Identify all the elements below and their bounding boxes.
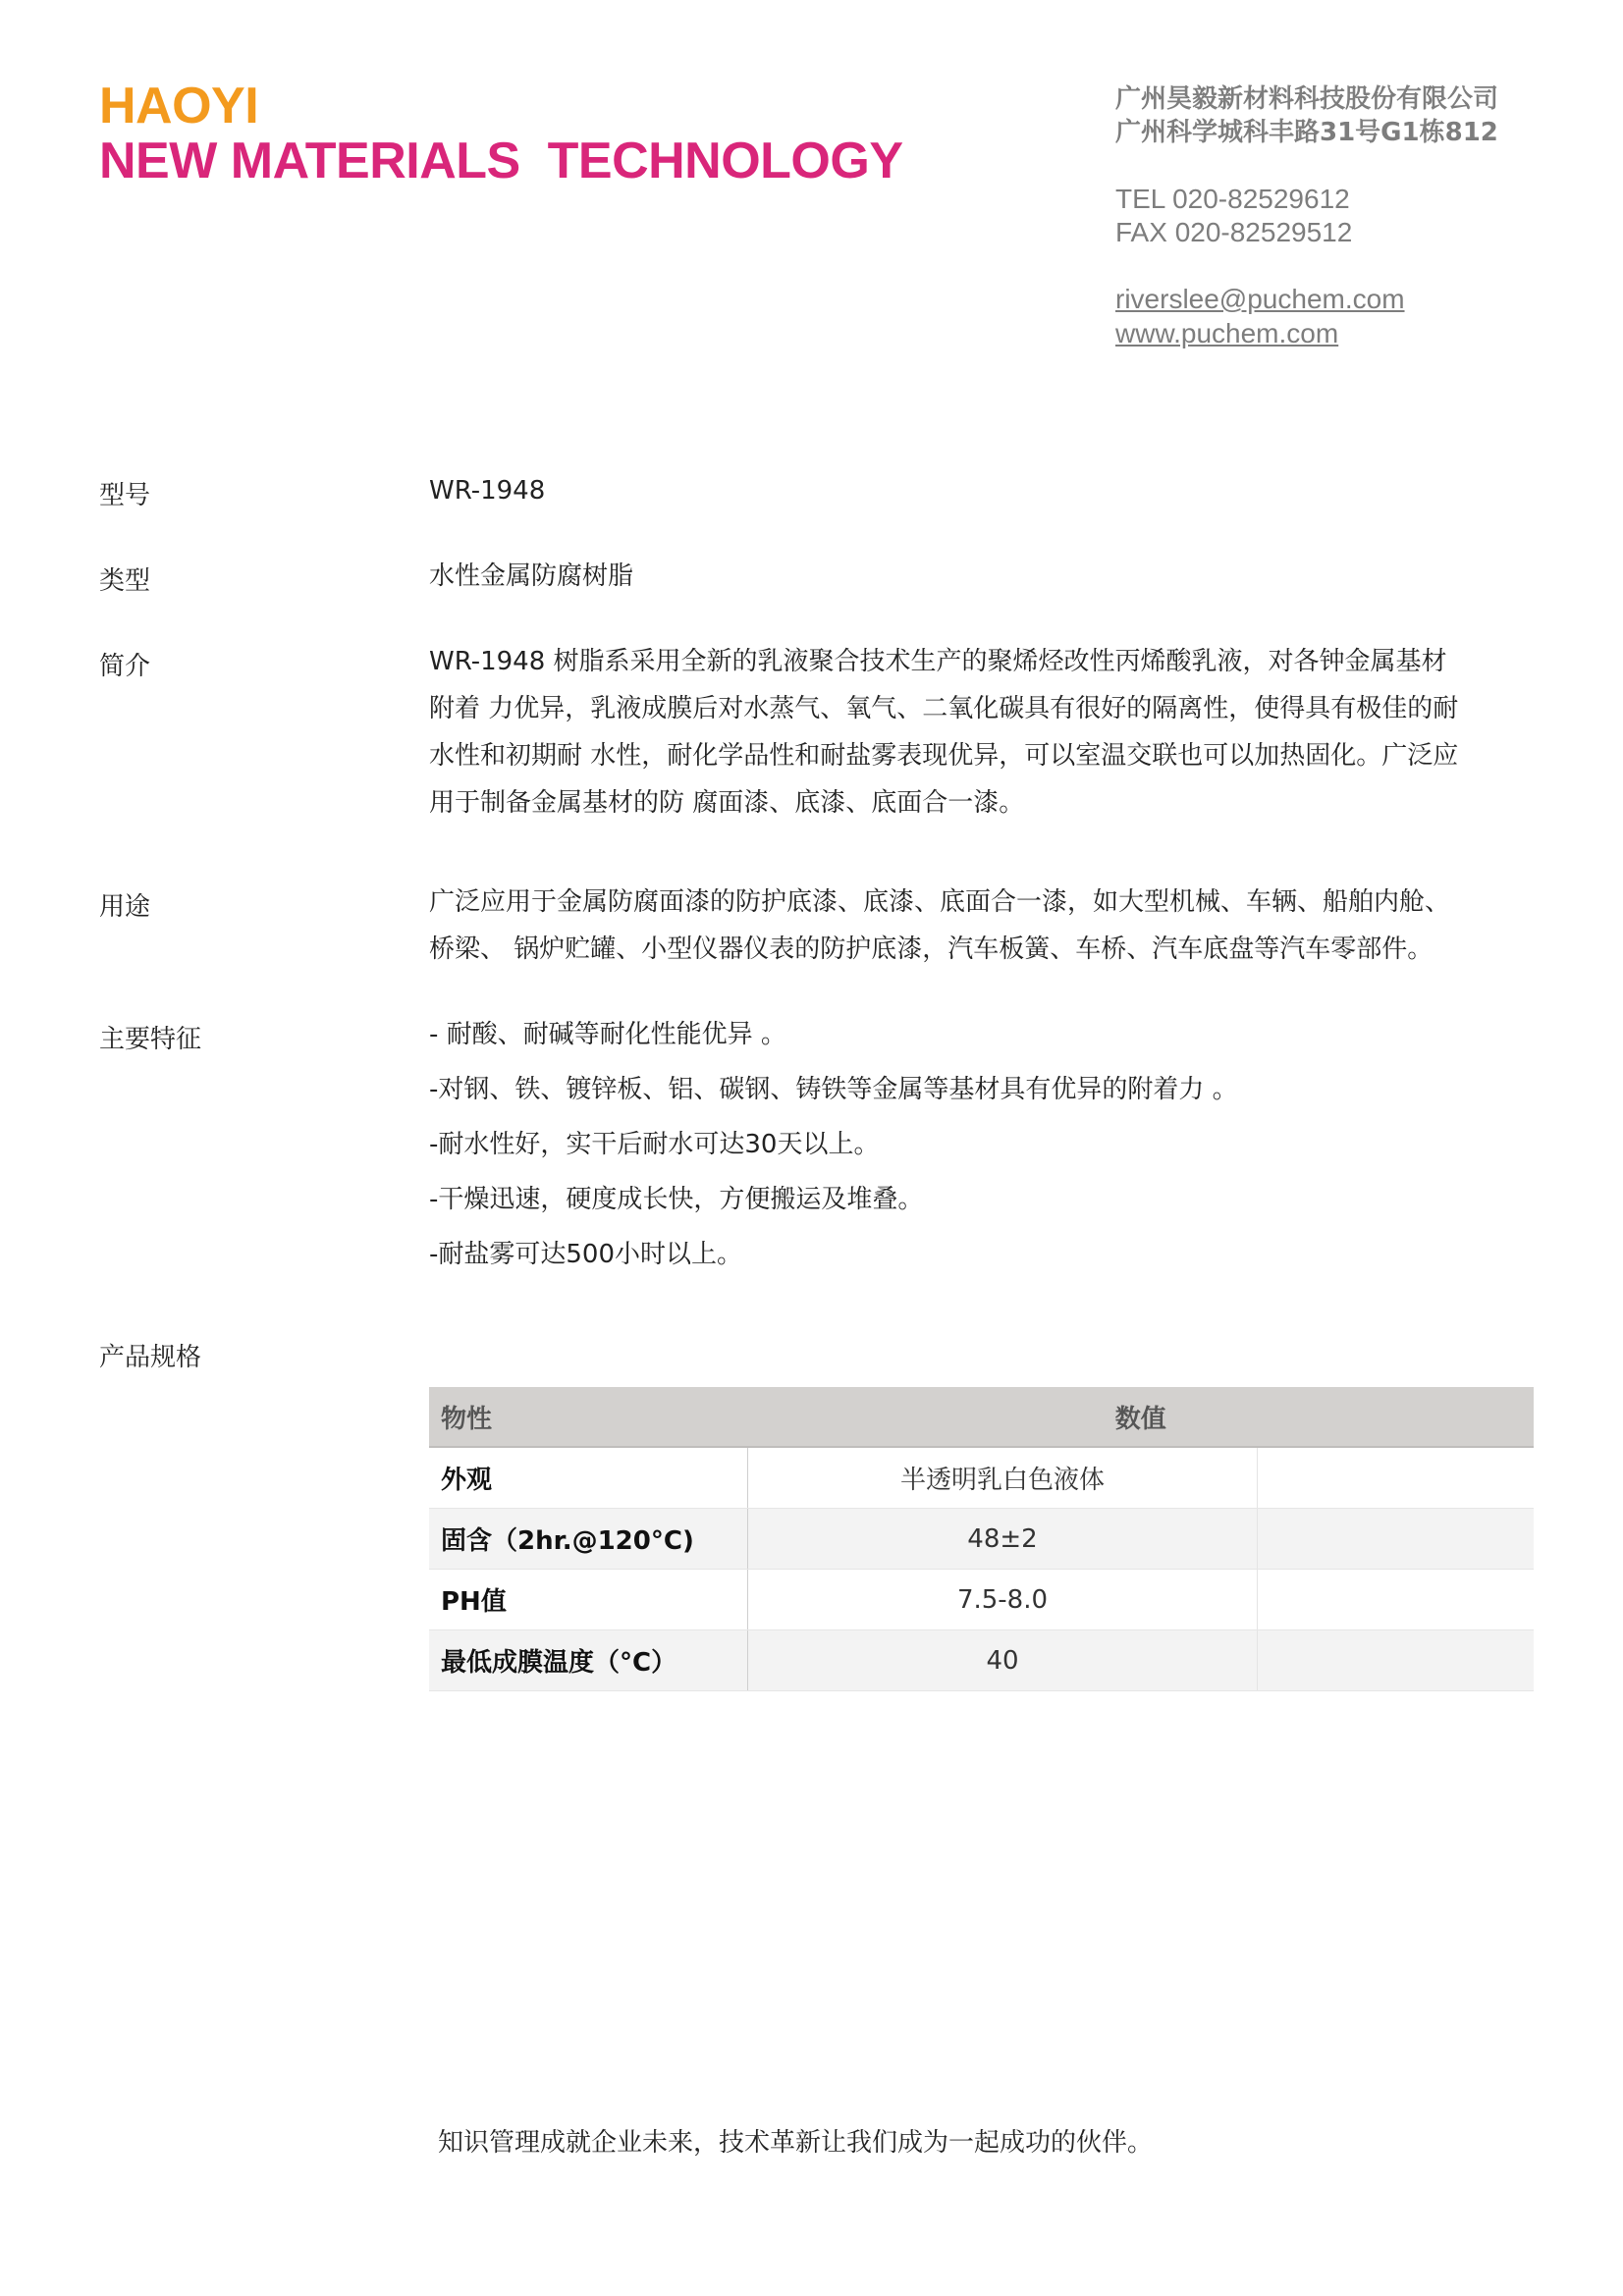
brand-name: HAOYI [99, 78, 259, 134]
spec-value: 48±2 [748, 1509, 1258, 1570]
spec-property: PH值 [429, 1570, 748, 1630]
email-link[interactable]: riverslee@puchem.com [1115, 284, 1405, 314]
spec-property: 固含（2hr.@120°C) [429, 1509, 748, 1570]
spec-header-property: 物性 [429, 1387, 748, 1447]
spec-property: 外观 [429, 1447, 748, 1509]
model-value: WR-1948 [429, 476, 546, 506]
spec-table [429, 1387, 1534, 1691]
type-label: 类型 [99, 566, 151, 596]
company-name: 广州昊毅新材料科技股份有限公司 [1115, 84, 1499, 114]
feature-item: -耐水性好，实干后耐水可达30天以上。 [429, 1130, 880, 1159]
spec-empty-cell [1258, 1630, 1535, 1691]
feature-item: -耐盐雾可达500小时以上。 [429, 1240, 743, 1269]
brand-logo [99, 79, 903, 188]
spec-empty-cell [1258, 1570, 1535, 1630]
usage-line: 桥梁、 锅炉贮罐、小型仪器仪表的防护底漆，汽车板簧、车桥、汽车底盘等汽车零部件。 [429, 934, 1434, 964]
table-row [429, 1447, 1534, 1509]
spec-value: 半透明乳白色液体 [748, 1447, 1258, 1509]
brand-tagline: NEW MATERIALS TECHNOLOGY [99, 133, 903, 189]
company-address: 广州科学城科丰路31号G1栋812 [1115, 118, 1498, 147]
usage-text [429, 879, 1533, 973]
feature-item: - 耐酸、耐碱等耐化性能优异 。 [429, 1020, 786, 1049]
model-label: 型号 [99, 481, 151, 510]
contact-block [1115, 82, 1498, 351]
usage-line: 广泛应用于金属防腐面漆的防护底漆、底漆、底面合一漆，如大型机械、车辆、船舶内舱、 [429, 887, 1451, 917]
intro-line: WR-1948 树脂系采用全新的乳液聚合技术生产的聚烯烃改性丙烯酸乳液，对各钟金属基材 [429, 647, 1447, 676]
spec-table-header [429, 1387, 1534, 1447]
spec-label: 产品规格 [99, 1343, 202, 1372]
table-row [429, 1630, 1534, 1691]
intro-line: 用于制备金属基材的防 腐面漆、底漆、底面合一漆。 [429, 788, 1025, 818]
spec-value: 7.5-8.0 [748, 1570, 1258, 1630]
footer-slogan: 知识管理成就企业未来，技术革新让我们成为一起成功的伙伴。 [438, 2128, 1154, 2158]
table-row [429, 1570, 1534, 1630]
spec-empty-cell [1258, 1509, 1535, 1570]
table-row [429, 1509, 1534, 1570]
intro-label: 简介 [99, 652, 151, 681]
usage-label: 用途 [99, 892, 151, 922]
features-label: 主要特征 [99, 1025, 202, 1054]
feature-item: -干燥迅速，硬度成长快，方便搬运及堆叠。 [429, 1185, 924, 1214]
intro-line: 水性和初期耐 水性，耐化学品性和耐盐雾表现优异，可以室温交联也可以加热固化。广泛应 [429, 741, 1459, 771]
features-list [429, 1007, 1533, 1282]
fax-number: FAX 020-82529512 [1115, 217, 1353, 247]
feature-item: -对钢、铁、镀锌板、铝、碳钢、铸铁等金属等基材具有优异的附着力 。 [429, 1075, 1238, 1104]
spec-empty-cell [1258, 1447, 1535, 1509]
spec-header-value: 数值 [748, 1387, 1535, 1447]
spec-property: 最低成膜温度（°C） [429, 1630, 748, 1691]
type-value: 水性金属防腐树脂 [429, 561, 634, 591]
spec-value: 40 [748, 1630, 1258, 1691]
intro-text [429, 638, 1533, 827]
intro-line: 附着 力优异，乳液成膜后对水蒸气、氧气、二氧化碳具有很好的隔离性，使得具有极佳的耐 [429, 694, 1459, 723]
tel-number: TEL 020-82529612 [1115, 184, 1350, 214]
website-link[interactable]: www.puchem.com [1115, 318, 1339, 348]
